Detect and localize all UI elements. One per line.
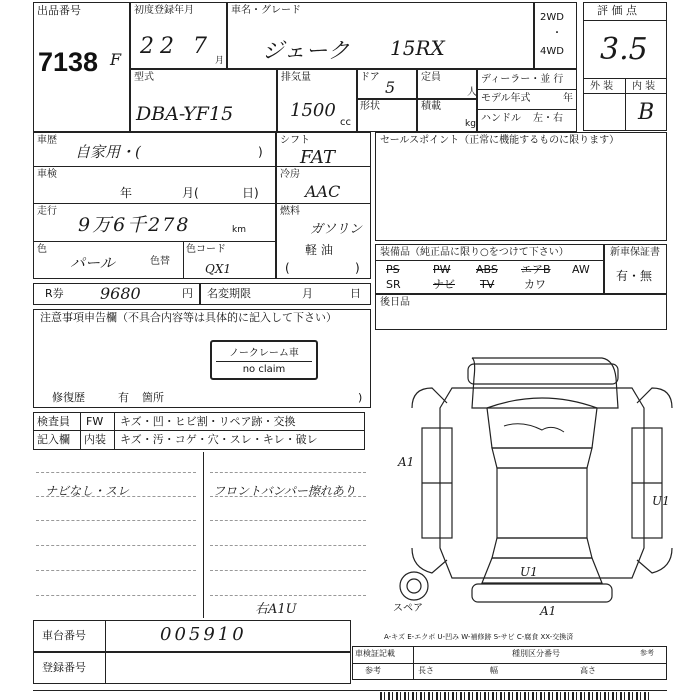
fuel-paren-open: ( [285, 261, 290, 275]
mileage-unit: km [232, 225, 246, 235]
equip-sr: SR [386, 278, 401, 291]
repair-label: 修復歴 [52, 391, 85, 404]
displacement-value: 1500 [290, 100, 336, 121]
equip-aw: AW [572, 263, 590, 276]
cert-ref: 参考 [365, 666, 381, 675]
equip-navi: ナビ [433, 278, 455, 291]
color-code-value: QX1 [205, 262, 232, 276]
mark-a1-left: A1 [398, 455, 415, 469]
ext-label: 外 装 [590, 81, 614, 92]
registration-label: 登録番号 [42, 661, 86, 674]
legend: A-キズ E-エクボ U-凹み W-補修跡 S-サビ C-腐食 XX-交換済 [384, 633, 574, 641]
barcode [380, 692, 650, 700]
spare-label: スペア [393, 603, 423, 614]
name-change-label: 名変期限 [207, 287, 251, 300]
rear-outline [482, 558, 602, 583]
cert-label: 車検証記載 [355, 649, 395, 658]
recycle-label: R券 [45, 287, 64, 300]
model-value: DBA-YF15 [136, 103, 234, 125]
no-claim-stamp [210, 340, 318, 380]
roof-outline [497, 468, 587, 538]
recycle-value: 9680 [100, 284, 141, 303]
drive-4wd: 4WD [540, 46, 564, 57]
entry-label: 記入欄 [37, 433, 70, 446]
equip-tv: TV [480, 278, 495, 291]
hood-scribble [504, 424, 564, 432]
shape-label: 形状 [360, 101, 380, 112]
color-value: パール [70, 254, 115, 272]
chassis-label: 車台番号 [42, 629, 86, 642]
handle-label: ハンドル [481, 113, 521, 124]
history-paren: ) [258, 145, 263, 159]
payload-unit: kg [465, 119, 476, 129]
payload-label: 積載 [421, 101, 441, 112]
remark-bottom: 右A1U [255, 602, 297, 617]
int-label: 内 装 [632, 81, 656, 92]
class-label: 種別区分番号 [512, 649, 560, 658]
fuel-gas: ガソリン [310, 222, 363, 237]
model-year-unit: 年 [563, 93, 573, 104]
name-change-day: 日 [350, 287, 361, 300]
score: 3.5 [600, 32, 648, 67]
fuel-paren-close: ) [355, 261, 360, 275]
chassis-value: 005910 [160, 624, 247, 645]
inspector-interior: 内装 [84, 433, 106, 446]
equip-airbag: エアB [521, 263, 551, 276]
inspection-label: 車検 [37, 169, 57, 180]
inspection-day: 日) [242, 186, 259, 200]
mileage-label: 走行 [37, 206, 57, 217]
doors-value: 5 [385, 78, 396, 97]
ac-value: AAC [305, 182, 341, 201]
inspector-label: 検査員 [37, 415, 70, 428]
mark-a1-bottom: A1 [540, 604, 557, 618]
name-change-month: 月 [302, 287, 313, 300]
repair-paren: ) [358, 391, 363, 404]
grade-label: 評 価 点 [597, 4, 637, 17]
no-claim-line1: ノークレーム車 [229, 348, 299, 359]
drive-dot: ・ [552, 28, 562, 39]
first-reg-value: 22 7 [140, 34, 213, 59]
inspector-interior-items: キズ・汚・コゲ・穴・スレ・キレ・破レ [120, 433, 318, 446]
ac-label: 冷房 [280, 169, 300, 180]
color-label: 色 [37, 244, 47, 255]
inspector-fw: FW [86, 415, 104, 428]
remark-left: ナビなし・スレ [45, 484, 130, 498]
fuel-diesel: 軽 油 [305, 243, 333, 257]
height-label: 高さ [580, 666, 596, 675]
sales-point-label: セールスポイント（正常に機能するものに限ります） [380, 135, 620, 146]
equip-ps: PS [386, 263, 400, 276]
capacity-label: 定員 [421, 72, 441, 83]
mark-u1-right: U1 [652, 494, 670, 508]
roof-top-outline [472, 358, 618, 408]
color-code-label: 色コード [186, 244, 226, 255]
mark-u1-center: U1 [520, 565, 538, 579]
sales-point-box [375, 132, 667, 241]
displacement-label: 排気量 [281, 72, 311, 83]
windshield-outline [492, 448, 592, 468]
inspection-year: 年 [120, 186, 133, 200]
dealer-label: ディーラー・並 行 [481, 74, 564, 85]
aftermarket-label: 後日品 [380, 297, 410, 308]
warranty-value: 有・無 [616, 269, 653, 283]
handle-value: 左・右 [533, 113, 563, 124]
recycle-unit: 円 [182, 287, 193, 300]
grade: 15RX [390, 36, 445, 60]
inspection-month: 月( [182, 186, 199, 200]
model-year-label: モデル年式 [481, 93, 531, 104]
history-label: 車歴 [37, 135, 57, 146]
lot-number: 7138 [38, 47, 99, 77]
capacity-unit: 人 [467, 87, 477, 98]
mileage-value: 9万6千278 [78, 214, 191, 236]
first-reg-label: 初度登録年月 [134, 5, 194, 16]
no-claim-line2: no claim [216, 361, 312, 375]
hood-outline [487, 398, 597, 448]
repair-place: 箇所 [142, 391, 164, 404]
equipment-label: 装備品（純正品に限り○をつけて下さい） [380, 247, 569, 258]
remark-right: フロントバンパー擦れあり [213, 484, 356, 498]
car-label: 車名・グレード [231, 5, 301, 16]
drive-2wd: 2WD [540, 12, 564, 23]
rear-bumper-outline [472, 584, 612, 602]
inspector-fw-items: キズ・凹・ヒビ割・リペア跡・交換 [120, 415, 296, 428]
fuel-label: 燃料 [280, 206, 300, 217]
rear-glass-outline [492, 538, 592, 558]
repair-value: 有 [118, 391, 129, 404]
warranty-label: 新車保証書 [610, 247, 660, 258]
notes-label: 注意事項申告欄（不具合内容等は具体的に記入して下さい） [40, 311, 337, 324]
length-label: 長さ [418, 666, 434, 675]
car-diagram [392, 348, 692, 626]
first-reg-month-unit: 月 [215, 56, 225, 66]
lot-label: 出品番号 [37, 4, 81, 17]
color-change-label: 色替 [150, 256, 170, 267]
equip-abs: ABS [476, 263, 498, 276]
equip-leather: カワ [524, 278, 546, 291]
lot-suffix: F [110, 50, 122, 69]
front-bumper-outline [468, 364, 618, 384]
width-label: 幅 [490, 666, 498, 675]
body-outline [440, 388, 644, 578]
car-name: ジェーク [262, 39, 350, 64]
model-label: 型式 [134, 72, 154, 83]
spare-tire [400, 572, 428, 600]
shift-value: FAT [300, 147, 335, 168]
class-ref: 参考 [640, 649, 654, 657]
doors-label: ドア [360, 72, 380, 83]
equip-pw: PW [433, 263, 451, 276]
aftermarket-box [375, 294, 667, 330]
displacement-unit: cc [340, 117, 351, 128]
int-grade: B [638, 100, 655, 125]
shift-label: シフト [280, 135, 310, 146]
history-value: 自家用・( [75, 143, 141, 161]
